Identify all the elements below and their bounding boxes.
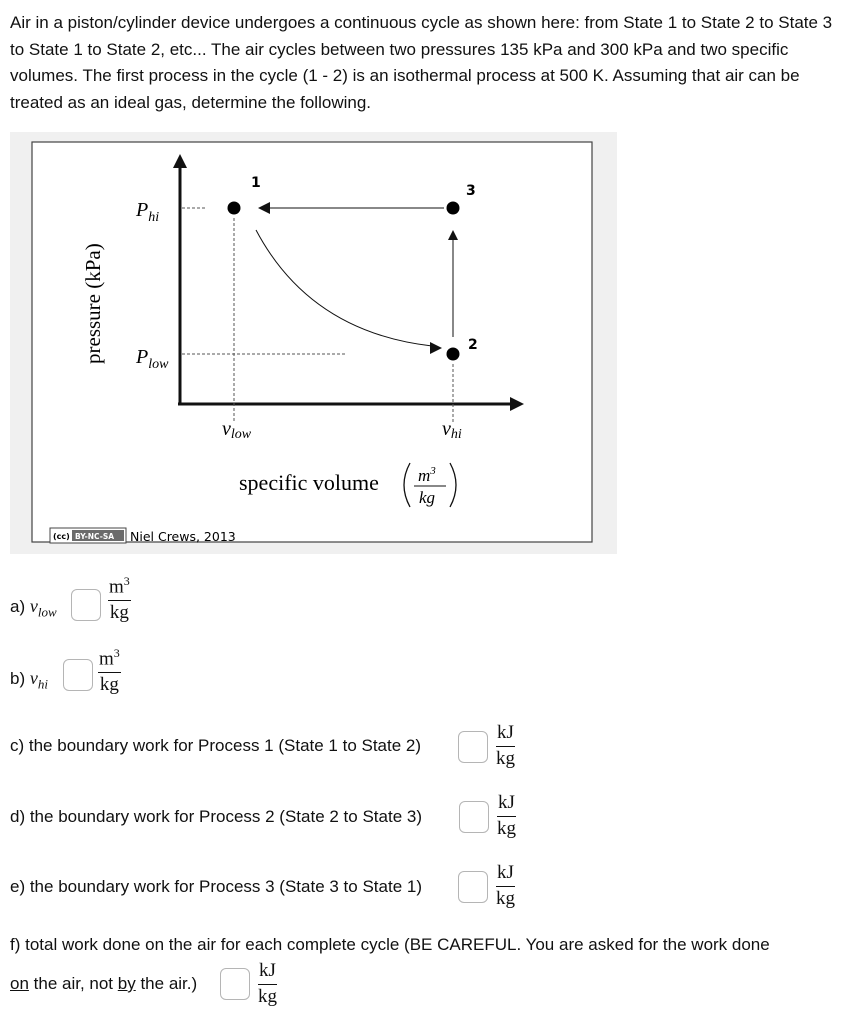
question-f-line1: f) total work done on the air for each complete cycle (BE CAREFUL. You are asked for the work done	[10, 935, 770, 954]
unit-b: $\frac{m^3}{kg}$	[99, 646, 120, 696]
state-1-label: 1	[251, 175, 261, 191]
x-axis-label: specific volume	[239, 470, 379, 495]
answer-b-input[interactable]	[63, 659, 93, 691]
unit-numerator: $m^3$	[418, 465, 436, 485]
question-d-label: d) the boundary work for Process 2 (State 2 to State 3)	[10, 807, 422, 826]
p-low-label: $P_{low}$	[136, 346, 169, 372]
answer-f-input[interactable]	[220, 968, 250, 1000]
state-2-label: 2	[468, 337, 478, 353]
question-c-label: c) the boundary work for Process 1 (State 1 to State 2)	[10, 736, 422, 755]
v-low-label: vlow	[222, 418, 252, 442]
v-hi-label: vhi	[442, 418, 462, 442]
unit-d: $\frac{kJ}{kg}$	[497, 792, 516, 839]
question-a-label: a) $v_{low}$	[10, 596, 57, 620]
question-e-label: e) the boundary work for Process 3 (State 3 to State 1)	[10, 877, 422, 896]
state-2-point	[447, 348, 460, 361]
question-b-label: b) $v_{hi}$	[10, 668, 48, 692]
unit-c: $\frac{kJ}{kg}$	[496, 722, 515, 769]
state-3-label: 3	[466, 183, 476, 199]
answer-d-input[interactable]	[459, 801, 489, 833]
answer-c-input[interactable]	[458, 731, 488, 763]
y-axis-label: pressure (kPa)	[81, 243, 105, 364]
figure-credit: Niel Crews, 2013	[130, 529, 236, 544]
license-badge-text: BY-NC-SA	[75, 532, 115, 541]
question-f-line2: on the air, not by the air.)	[10, 974, 198, 993]
unit-f: $\frac{kJ}{kg}$	[258, 960, 277, 1007]
unit-e: $\frac{kJ}{kg}$	[496, 862, 515, 909]
answer-e-input[interactable]	[458, 871, 488, 903]
state-1-point	[228, 202, 241, 215]
problem-statement: Air in a piston/cylinder device undergoes a continuous cycle as shown here: from State 1 to State 2 to State 3 to State 1 to State 2, etc... The air cycles between two pressures 135 kPa and 300 kPa and two specific volumes. The first process in the cycle (1 - 2) is an isothermal process at 500 K. Assuming that air can be treated as an ideal gas, determine the following.	[10, 13, 833, 112]
pv-diagram	[10, 132, 617, 554]
p-hi-label: $P_{hi}$	[136, 199, 160, 225]
pv-diagram-figure	[10, 132, 617, 554]
unit-denominator: kg	[419, 488, 436, 507]
state-3-point	[447, 202, 460, 215]
cc-icon: (cc)	[53, 532, 70, 541]
answer-a-input[interactable]	[71, 589, 101, 621]
unit-a: $\frac{m^3}{kg}$	[109, 574, 130, 624]
